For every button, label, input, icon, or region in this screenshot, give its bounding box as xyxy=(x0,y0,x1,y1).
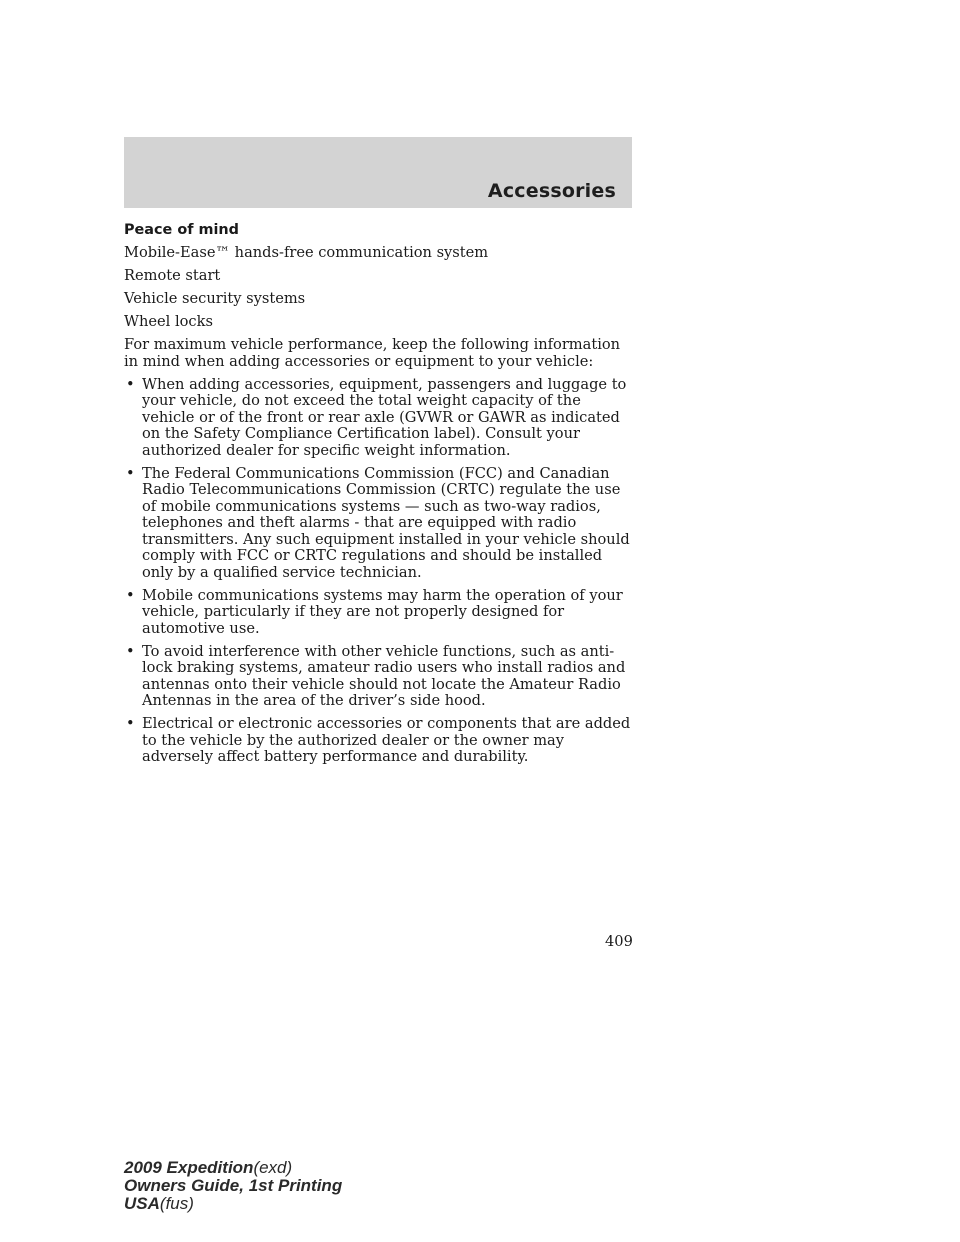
accessory-item: Remote start xyxy=(124,267,221,284)
footer-market-code: (fus) xyxy=(159,1194,194,1213)
footer-edition-line xyxy=(124,1177,342,1195)
page-content xyxy=(124,221,636,772)
advisory-text: The Federal Communications Commission (FCC) and Canadian Radio Telecommunications Commission (CRTC) regulate the use of mobile communications systems — such as two-way radios, telephones and theft alarms - that are equipped with radio transmitters. Any such equipment installed in your vehicle should comply with FCC or CRTC regulations and should be installed only by a qualified service technician. xyxy=(142,464,630,581)
bullet-icon: • xyxy=(126,586,135,604)
footer-model-code: (exd) xyxy=(253,1158,293,1177)
advisory-text: To avoid interference with other vehicle functions, such as anti-lock braking systems, amateur radio users who install radios and antennas onto their vehicle should not locate the Amateur Radio Antennas in the area of the driver’s side hood. xyxy=(142,642,626,709)
footer-market: USA xyxy=(124,1194,160,1213)
bullet-icon: • xyxy=(126,375,135,393)
accessory-item: Mobile-Ease™ hands-free communication system xyxy=(124,244,489,261)
advisory-item xyxy=(124,588,636,638)
accessory-item: Wheel locks xyxy=(124,313,213,330)
footer-model-line xyxy=(124,1159,342,1177)
bullet-icon: • xyxy=(126,642,135,660)
advisory-item xyxy=(124,716,636,766)
footer-edition: Owners Guide, 1st Printing xyxy=(124,1176,343,1195)
advisory-list xyxy=(124,377,636,766)
section-heading: Peace of mind xyxy=(124,222,239,238)
advisory-text: When adding accessories, equipment, passengers and luggage to your vehicle, do not exceed the total weight capacity of the vehicle or of the front or rear axle (GVWR or GAWR as indicated on the Safety Compliance Certification label). Consult your authorized dealer for specific weight information. xyxy=(142,375,627,459)
intro-paragraph: For maximum vehicle performance, keep the following information in mind when adding accessories or equipment to your vehicle: xyxy=(124,336,621,370)
section-title: Accessories xyxy=(487,180,616,202)
bullet-icon: • xyxy=(126,715,135,732)
advisory-text: Mobile communications systems may harm the operation of your vehicle, particularly if they are not properly designed for automotive use. xyxy=(142,586,623,637)
accessory-item: Vehicle security systems xyxy=(124,290,306,307)
advisory-item xyxy=(124,466,636,582)
bullet-icon: • xyxy=(126,464,135,482)
advisory-item xyxy=(124,377,636,460)
print-footer xyxy=(124,1159,342,1213)
advisory-item xyxy=(124,644,636,710)
advisory-text: Electrical or electronic accessories or components that are added to the vehicle by the authorized dealer or the owner may adversely affect battery performance and durability. xyxy=(142,715,631,765)
section-header-bar xyxy=(124,137,632,208)
footer-market-line xyxy=(124,1195,342,1213)
page-number: 409 xyxy=(605,933,633,950)
footer-model: 2009 Expedition xyxy=(124,1158,254,1177)
